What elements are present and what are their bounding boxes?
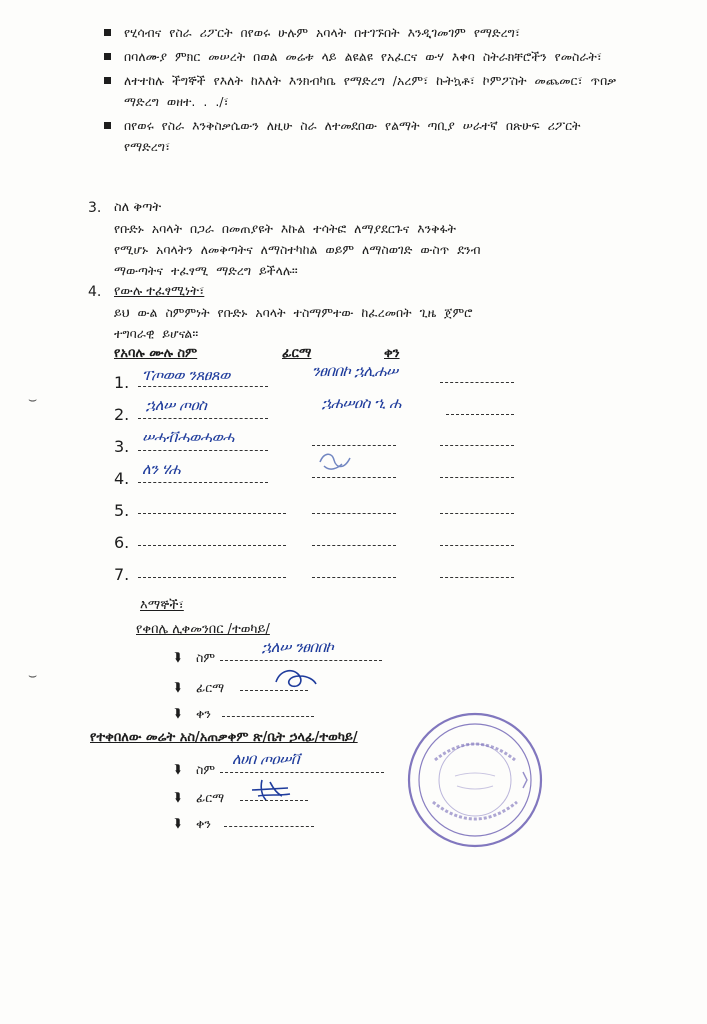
name-line	[138, 482, 268, 483]
date-line	[440, 382, 514, 383]
date-line	[440, 577, 514, 578]
receiver2-signature-line	[240, 800, 308, 801]
signature-scribble	[316, 448, 356, 476]
section-3-line: የሚሆኑ አባላትን ለመቅጣትና ለማስተካከል ወይም ለማስወገድ ውስጥ ደንብ	[114, 242, 481, 257]
date-line	[440, 445, 514, 446]
date-line	[440, 477, 514, 478]
row-number: 3.	[114, 437, 130, 456]
name-line	[138, 513, 286, 514]
receiver1-date-label: ቀን	[196, 706, 211, 721]
receiver2-name-label: ስም	[196, 762, 216, 777]
section-4-number: 4.	[88, 284, 102, 300]
row-number: 2.	[114, 405, 130, 424]
section-3-line: ማውጣትና ተፈፃሚ ማድረግ ይችላሉ።	[114, 263, 298, 278]
section-3-number: 3.	[88, 200, 102, 216]
member-name-handwritten: ሠሓቭሓወሓወሓ	[142, 428, 235, 446]
section-4-title: የውሉ ተፈፃሚነት፣	[114, 284, 205, 299]
bullet-item: ለተተከሉ ችግኞች የእለት ከእለት እንክብካቤ የማድረግ /አረም፣ ኩትኳቶ፣ ኮምፖስት መጨመር፣ ጥበቃ ማድረግ ወዘተ. . ./፣	[100, 70, 620, 112]
receiver1-date-line	[222, 716, 314, 717]
land-office-title: የተቀበለው መሬት አስ/አጠቃቀም ጽ/ቤት ኃላፊ/ተወካይ/	[90, 730, 358, 745]
date-line	[440, 545, 514, 546]
name-line	[138, 545, 286, 546]
signature-line	[312, 445, 396, 446]
member-signature-handwritten: ንፀበበኮ ኋሊሐሠ	[312, 362, 398, 380]
receiver1-name-line	[220, 660, 382, 661]
receiver1-signature-line	[240, 690, 308, 691]
name-line	[138, 386, 268, 387]
receiver2-name-line	[220, 772, 384, 773]
bullet-item: በየወሩ የስራ እንቅስቃሴውን ለዚሁ ስራ ለተመደበው የልማት ጣቢያ ሠራተኛ በጽሁፍ ሪፖርት የማድረግ፣	[100, 115, 620, 157]
row-number: 7.	[114, 565, 130, 584]
bullet-list	[100, 22, 620, 160]
section-3-title: ስለ ቅጣት	[114, 200, 162, 215]
kebele-chairman-title: የቀበሌ ሊቀመንበር /ተወካይ/	[136, 622, 270, 637]
name-line	[138, 450, 268, 451]
row-number: 4.	[114, 469, 130, 488]
receiver1-name-label: ስም	[196, 650, 216, 665]
signature-line	[312, 545, 396, 546]
arrow-down-icon: ⮯	[174, 762, 182, 776]
receiver2-signature-label: ፊርማ	[196, 790, 225, 805]
signature-line	[312, 577, 396, 578]
name-line	[138, 418, 268, 419]
member-name-handwritten: ኋለሠ ጦዐስ	[146, 396, 207, 414]
header-member-name: የአባሉ ሙሉ ስም	[114, 346, 198, 361]
section-4-line: ይህ ውል ስምምነት የቡድኑ አባላት ተስማምተው ከፈረመበት ጊዜ ጀምሮ	[114, 305, 473, 320]
name-line	[138, 577, 286, 578]
arrow-down-icon: ⮯	[174, 816, 182, 830]
row-number: 5.	[114, 501, 130, 520]
arrow-down-icon: ⮯	[174, 650, 182, 664]
signature-line	[312, 477, 396, 478]
member-name-handwritten: ፐጦወወ ንጸፀጸወ	[142, 366, 230, 384]
signature-line	[312, 513, 396, 514]
section-3-line: የቡድኑ አባላት በጋራ በመጠያዩት እኩል ተሳትፎ ለማያደርጉና እንቅፋት	[114, 221, 456, 236]
receiver2-name-handwritten: ለሀበ ጦዐሠቨ	[232, 750, 300, 768]
member-name-handwritten: ለን ሃሐ	[142, 460, 181, 478]
margin-mark: ⌣	[28, 392, 38, 408]
receiver2-date-line	[224, 826, 314, 827]
arrow-down-icon: ⮯	[174, 790, 182, 804]
receiver1-signature-label: ፊርማ	[196, 680, 225, 695]
witnesses-title: እማኞች፣	[140, 598, 184, 613]
receiver1-name-handwritten: ኋለሠ ንፀበበኮ	[262, 638, 334, 656]
date-line	[446, 414, 514, 415]
bullet-item: የሂሳብና የስራ ሪፖርት በየወሩ ሁሉም አባላት በተገኙበት እንዲገመገም የማድረግ፣	[100, 22, 620, 43]
member-signature-handwritten: ኋሐሠዐስ ኂ ሐ	[322, 394, 401, 412]
header-date: ቀን	[384, 346, 400, 361]
arrow-down-icon: ⮯	[174, 680, 182, 694]
row-number: 1.	[114, 373, 130, 392]
section-4-line: ተግባራዊ ይሆናል።	[114, 326, 199, 341]
margin-mark: ⌣	[28, 668, 38, 684]
receiver2-date-label: ቀን	[196, 816, 211, 831]
date-line	[440, 513, 514, 514]
official-stamp	[405, 710, 545, 850]
header-signature: ፊርማ	[282, 346, 312, 361]
arrow-down-icon: ⮯	[174, 706, 182, 720]
row-number: 6.	[114, 533, 130, 552]
bullet-item: በባለሙያ ምክር መሠረት በወል መሬቱ ላይ ልዩልዩ የአፈርና ውሃ እቀባ ስትራክቸሮችን የመስራት፣	[100, 46, 620, 67]
